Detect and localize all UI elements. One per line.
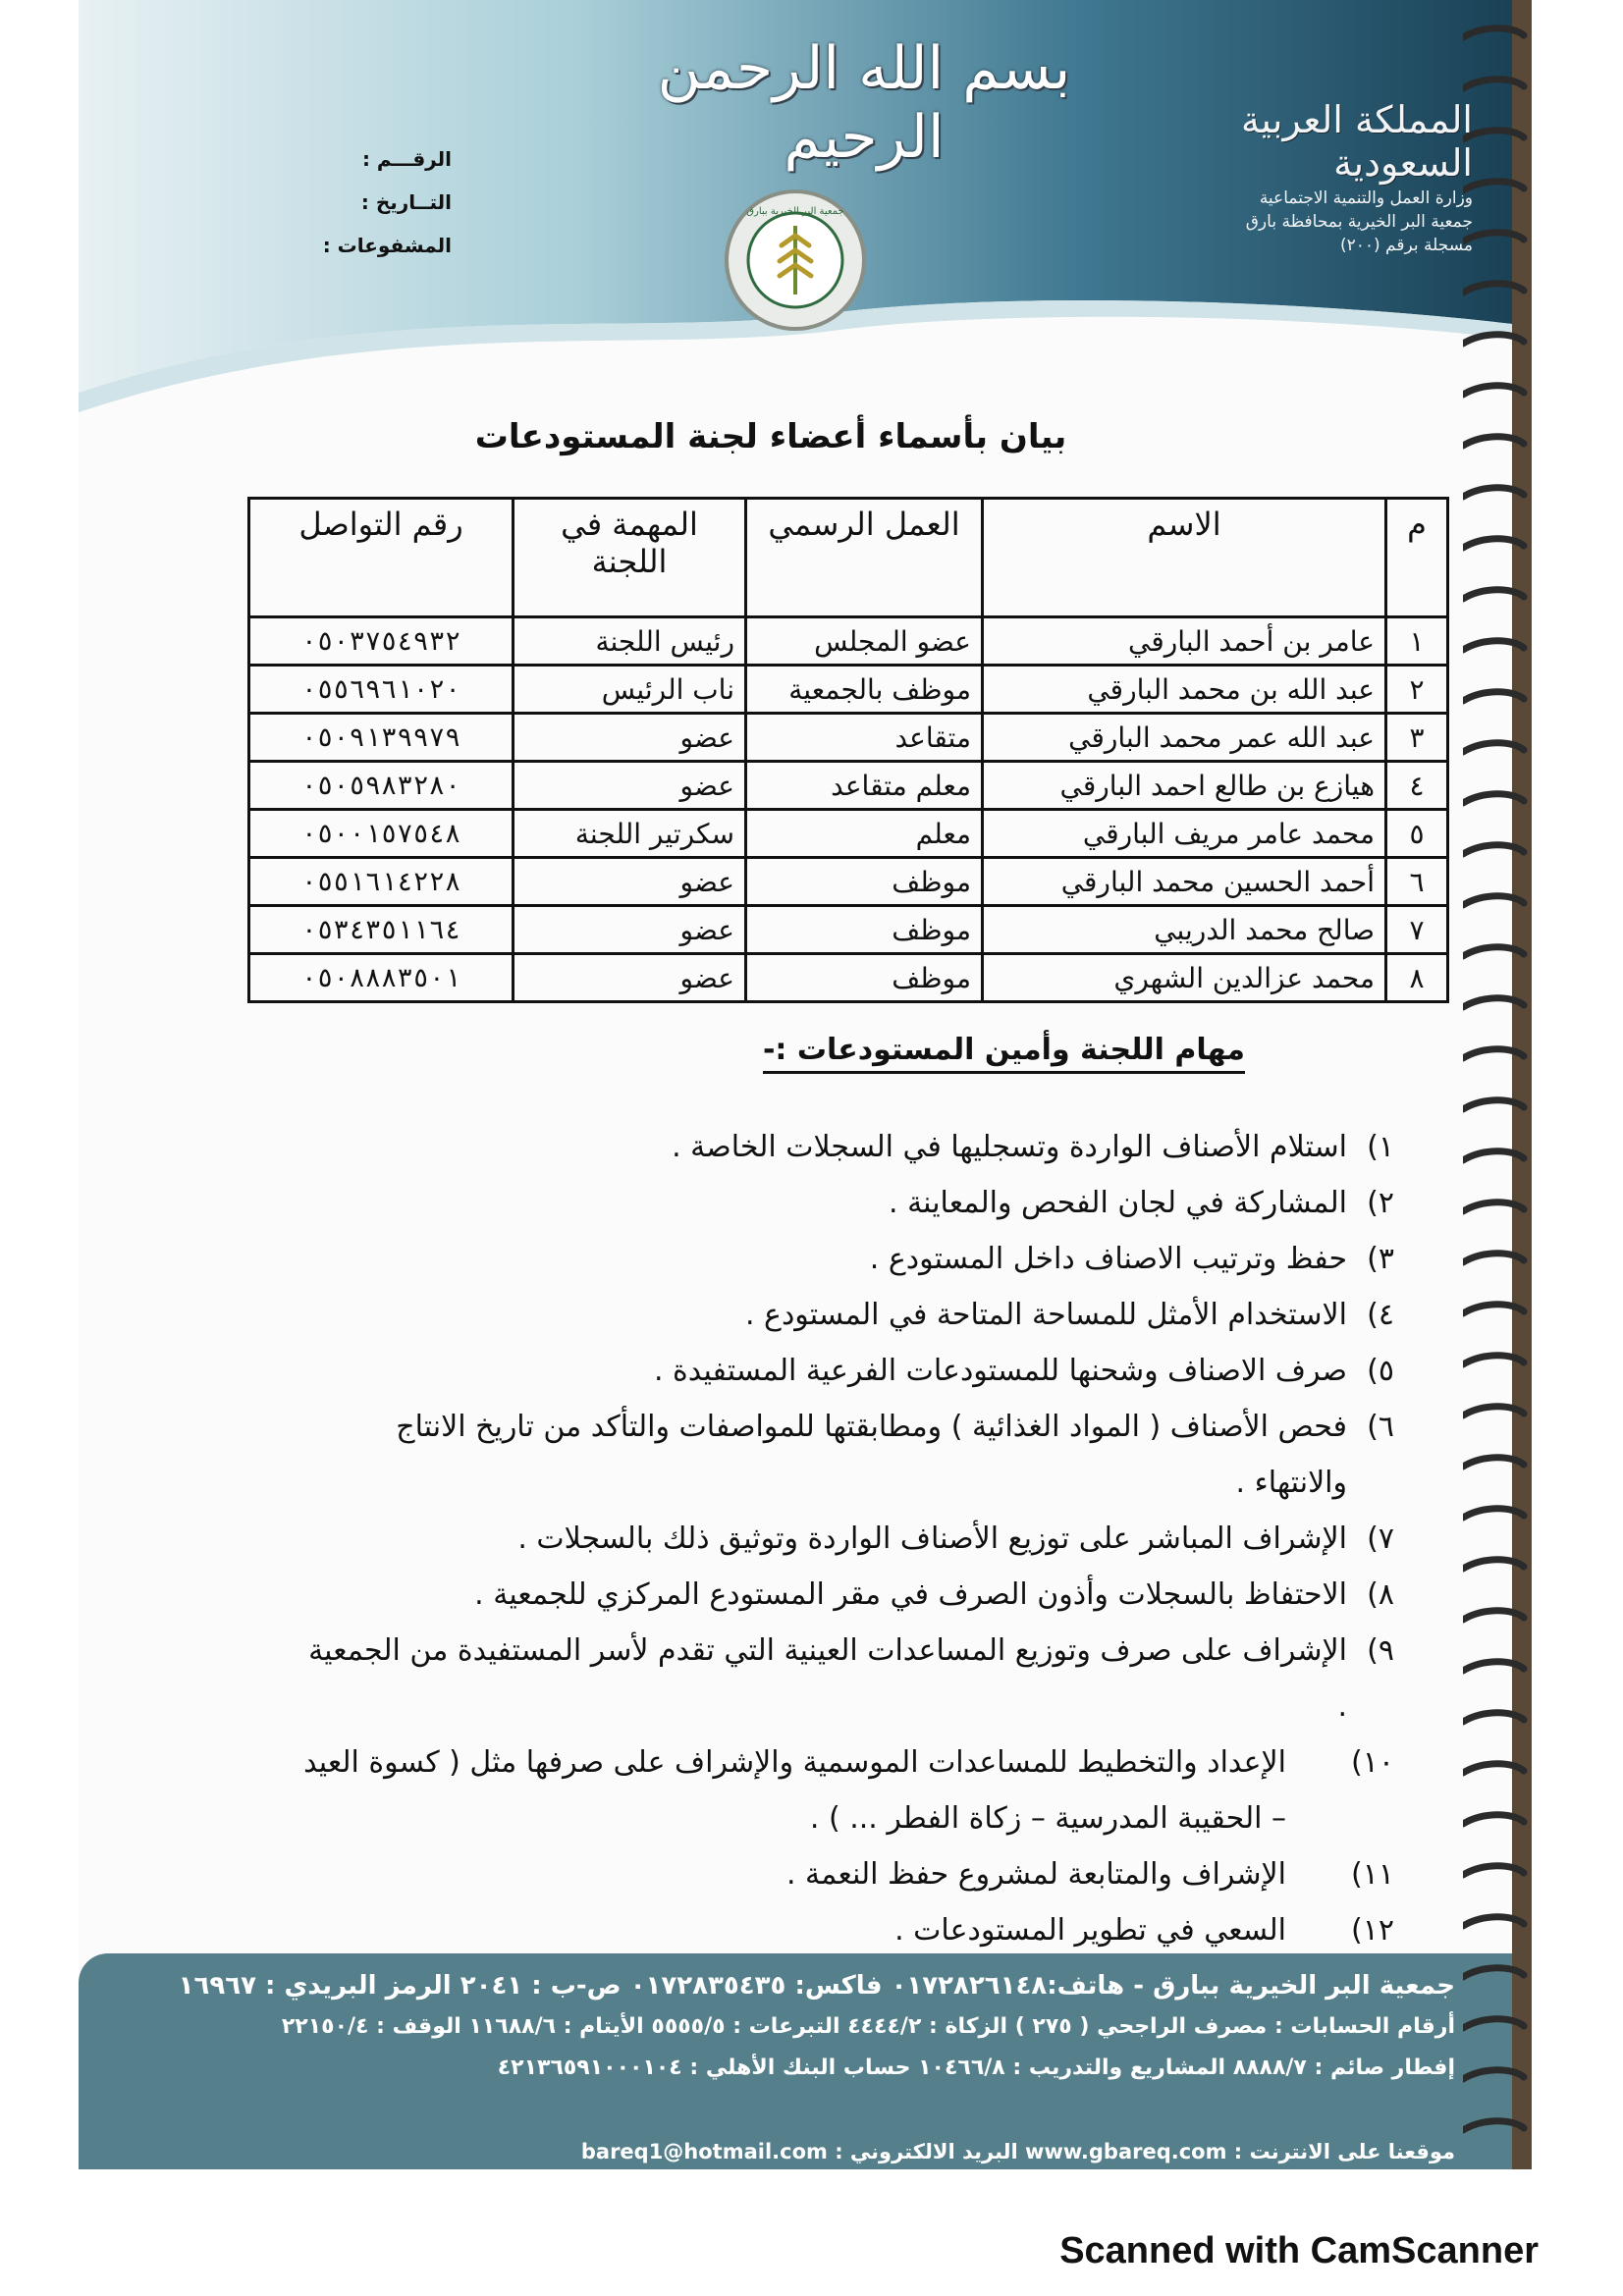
task-text: الاحتفاظ بالسجلات وأذون الصرف في مقر المستودع المركزي للجمعية . [474,1577,1347,1612]
spiral-coil [1463,2019,1524,2028]
task-text: الإشراف على صرف وتوزيع المساعدات العينية التي تقدم لأسر المستفيدة من الجمعية . [308,1633,1347,1724]
row-index: ٣ [1386,714,1448,762]
spiral-coil [1463,743,1524,752]
task-item [295,1623,1394,1735]
ministry-block [1119,98,1473,255]
task-item [295,1735,1394,1846]
task-text: الاستخدام الأمثل للمساحة المتاحة في المستودع . [744,1298,1347,1332]
member-job: موظف [746,858,983,906]
spiral-coil [1463,1713,1524,1722]
row-index: ٧ [1386,906,1448,954]
scanner-watermark: Scanned with CamScanner [1059,2230,1539,2271]
spiral-coil [1463,1100,1524,1109]
task-item [295,1119,1394,1175]
task-number: ٦) [1367,1410,1394,1444]
member-phone: ٠٥٠٩١٣٩٩٧٩ [249,714,514,762]
task-number: ١١) [1351,1857,1394,1892]
ref-attachments-label: المشفوعات : [322,234,452,257]
spiral-coil [1463,845,1524,854]
spiral-coil [1463,1560,1524,1569]
spiral-coil [1463,692,1524,701]
task-text: السعي في تطوير المستودعات . [894,1913,1286,1948]
association-name: جمعية البر الخيرية بمحافظة بارق [1245,212,1473,232]
spiral-coil [1463,794,1524,803]
spiral-coil [1463,1458,1524,1467]
member-role: عضو [514,858,746,906]
spiral-coil [1463,1254,1524,1262]
spiral-binding [1463,0,1542,2169]
spiral-coil [1463,386,1524,395]
task-number: ١٠) [1351,1745,1394,1780]
member-job: معلم متقاعد [746,762,983,810]
member-job: متقاعد [746,714,983,762]
table-row [249,666,1448,714]
row-index: ٢ [1386,666,1448,714]
spiral-coil [1463,1611,1524,1620]
header-official-job: العمل الرسمي [746,499,983,617]
task-text: الإشراف والمتابعة لمشروع حفظ النعمة . [785,1857,1286,1892]
task-text: صرف الاصناف وشحنها للمستودعات الفرعية المستفيدة . [653,1354,1347,1388]
task-text: حفظ وترتيب الاصناف داخل المستودع . [869,1242,1347,1276]
member-phone: ٠٥٥٦٩٦١٠٢٠ [249,666,514,714]
header-committee-role: المهمة في اللجنة [514,499,746,617]
member-role: عضو [514,714,746,762]
member-name: عبد الله بن محمد البارقي [983,666,1386,714]
footer-accounts-line-2: إفطار صائم : ٨٨٨٨/٧ المشاريع والتدريب : ١٠٤٦٦/٨ حساب البنك الأهلي : ٤٢١٣٦٥٩١٠٠٠١٠٤ [497,2056,1455,2080]
table-row [249,906,1448,954]
spiral-coil [1463,1764,1524,1773]
table-header-row [249,499,1448,617]
spiral-coil [1463,1815,1524,1824]
spiral-coil [1463,2121,1524,2130]
spiral-coil [1463,1151,1524,1160]
task-item [295,1287,1394,1343]
spiral-coil [1463,998,1524,1007]
country-name: المملكة العربية السعودية [1241,98,1473,185]
member-phone: ٠٥٠٠١٥٧٥٤٨ [249,810,514,858]
member-job: معلم [746,810,983,858]
member-name: هيازع بن طالع احمد البارقي [983,762,1386,810]
row-index: ٦ [1386,858,1448,906]
spiral-coil [1463,590,1524,599]
footer-web-line: موقعنا على الانترنت : www.gbareq.com البريد الالكتروني : bareq1@hotmail.com [580,2140,1455,2163]
letterhead-footer [79,1953,1512,2169]
spiral-coil [1463,641,1524,650]
member-name: عبد الله عمر محمد البارقي [983,714,1386,762]
member-role: عضو [514,954,746,1002]
task-number: ٣) [1367,1242,1394,1276]
task-text: فحص الأصناف ( المواد الغذائية ) ومطابقتها للمواصفات والتأكد من تاريخ الانتاج والانتهاء . [396,1410,1347,1500]
table-row [249,810,1448,858]
table-row [249,858,1448,906]
row-index: ٨ [1386,954,1448,1002]
row-index: ٥ [1386,810,1448,858]
member-phone: ٠٥٠٣٧٥٤٩٣٢ [249,617,514,666]
spiral-coil [1463,1305,1524,1313]
member-name: صالح محمد الدريبي [983,906,1386,954]
header-name: الاسم [983,499,1386,617]
member-phone: ٠٥٠٥٩٨٣٢٨٠ [249,762,514,810]
task-text: المشاركة في لجان الفحص والمعاينة . [889,1186,1347,1220]
member-role: ناب الرئيس [514,666,746,714]
member-job: موظف [746,954,983,1002]
spiral-coil [1463,233,1524,241]
spiral-coil [1463,284,1524,293]
association-logo [722,187,869,334]
task-item [295,1846,1394,1902]
task-item [295,1902,1394,1958]
member-name: محمد عزالدين الشهري [983,954,1386,1002]
logo-text: جمعية البر الخيرية ببارق [746,206,844,217]
member-job: موظف بالجمعية [746,666,983,714]
table-row [249,954,1448,1002]
committee-members-table [247,497,1449,1003]
tasks-list [295,1119,1394,1958]
spiral-coil [1463,539,1524,548]
spiral-coil [1463,1509,1524,1518]
task-item [295,1231,1394,1287]
task-number: ١٢) [1351,1913,1394,1948]
spiral-coil [1463,1917,1524,1926]
spiral-coil [1463,1202,1524,1211]
tasks-heading: مهام اللجنة وأمين المستودعات :- [763,1033,1245,1074]
task-text: الإعداد والتخطيط للمساعدات الموسمية والإشراف على صرفها مثل ( كسوة العيد – الحقيبة المدرسية – زكاة الفطر ... ) . [303,1745,1286,1836]
member-name: محمد عامر مريف البارقي [983,810,1386,858]
spiral-coil [1463,1866,1524,1875]
table-row [249,762,1448,810]
task-item [295,1175,1394,1231]
member-role: رئيس اللجنة [514,617,746,666]
footer-contact-line: جمعية البر الخيرية ببارق - هاتف:٠١٧٢٨٢٦١٤٨ فاكس: ٠١٧٢٨٣٥٤٣٥ ص-ب : ٢٠٤١ الرمز البريدي : ١٦٩٦٧ [178,1971,1455,2001]
task-number: ٨) [1367,1577,1394,1612]
member-job: عضو المجلس [746,617,983,666]
task-number: ٩) [1367,1633,1394,1668]
task-text: الإشراف المباشر على توزيع الأصناف الواردة وتوثيق ذلك بالسجلات . [517,1522,1347,1556]
ministry-name: وزارة العمل والتنمية الاجتماعية [1259,188,1473,208]
row-index: ١ [1386,617,1448,666]
task-item [295,1511,1394,1567]
member-role: عضو [514,906,746,954]
spiral-coil [1463,1407,1524,1415]
spiral-coil [1463,437,1524,446]
member-role: عضو [514,762,746,810]
table-row [249,617,1448,666]
task-number: ١) [1367,1130,1394,1164]
task-number: ٧) [1367,1522,1394,1556]
spiral-coil [1463,80,1524,88]
basmala-calligraphy: بسم الله الرحمن الرحيم [657,34,1071,172]
ref-date-label: التــاريخ : [360,190,452,214]
member-role: سكرتير اللجنة [514,810,746,858]
spiral-coil [1463,335,1524,344]
spiral-coil [1463,131,1524,139]
header-phone: رقم التواصل [249,499,514,617]
spiral-coil [1463,1356,1524,1364]
document-title: بيان بأسماء أعضاء لجنة المستودعات [474,417,1067,456]
task-number: ٤) [1367,1298,1394,1332]
task-item [295,1567,1394,1623]
task-item [295,1343,1394,1399]
member-name: عامر بن أحمد البارقي [983,617,1386,666]
letterhead-page [79,0,1512,2169]
member-phone: ٠٥٥١٦١٤٢٢٨ [249,858,514,906]
task-number: ٥) [1367,1354,1394,1388]
spiral-coil [1463,1049,1524,1058]
spiral-coil [1463,28,1524,37]
task-text: استلام الأصناف الواردة وتسجليها في السجلات الخاصة . [672,1130,1347,1164]
member-phone: ٠٥٣٤٣٥١١٦٤ [249,906,514,954]
task-number: ٢) [1367,1186,1394,1220]
reference-fields [275,137,452,267]
member-name: أحمد الحسين محمد البارقي [983,858,1386,906]
spiral-coil [1463,488,1524,497]
spiral-coil [1463,896,1524,905]
ref-number-label: الرقـــم : [361,147,452,171]
footer-accounts-line: أرقام الحسابات : مصرف الراجحي ( ٢٧٥ ) الزكاة : ٤٤٤٤/٢ التبرعات : ٥٥٥٥/٥ الأيتام : ١١٦٨٨/٦ الوقف : ٢٢١٥٠/٤ [281,2014,1455,2039]
spiral-coil [1463,1968,1524,1977]
member-job: موظف [746,906,983,954]
task-item [295,1399,1394,1511]
spiral-coil [1463,182,1524,190]
spiral-coil [1463,947,1524,956]
registration-number: مسجلة برقم (٢٠٠) [1339,236,1473,255]
table-row [249,714,1448,762]
spiral-coil [1463,1662,1524,1671]
row-index: ٤ [1386,762,1448,810]
member-phone: ٠٥٠٨٨٨٣٥٠١ [249,954,514,1002]
header-index: م [1386,499,1448,617]
spiral-coil [1463,2070,1524,2079]
